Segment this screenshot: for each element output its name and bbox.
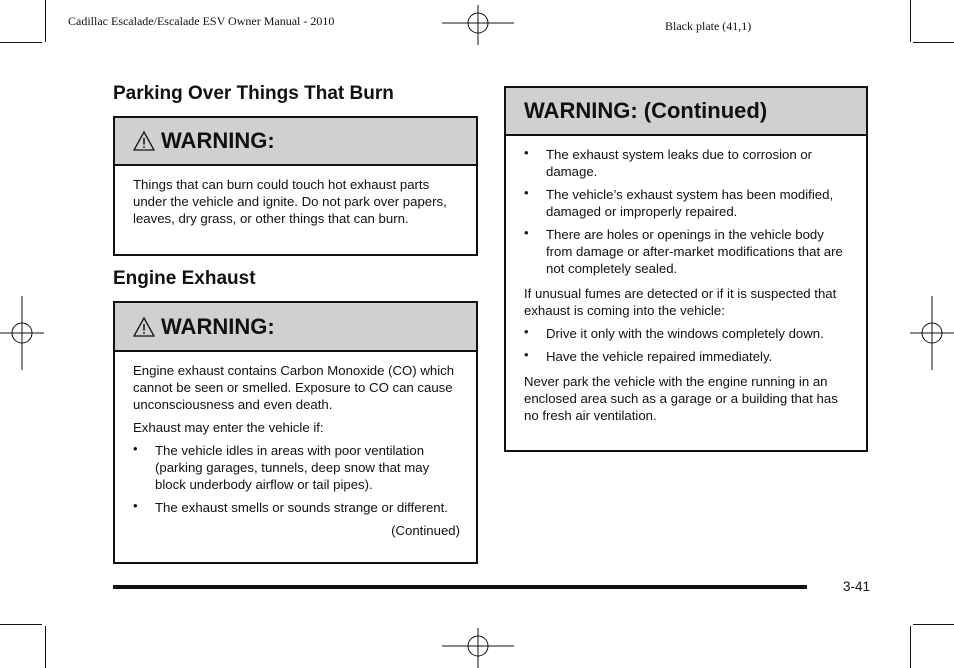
warning-box-exhaust <box>113 301 478 564</box>
list-item: • Have the vehicle repaired immediately. <box>524 347 773 364</box>
registration-mark-icon <box>442 5 514 45</box>
bullet-icon: • <box>524 324 529 339</box>
warning-body <box>506 136 866 436</box>
section-title-parking: Parking Over Things That Burn <box>113 83 394 104</box>
section-title-engine-exhaust: Engine Exhaust <box>113 268 256 289</box>
crop-mark <box>913 624 954 625</box>
warning-paragraph: Engine exhaust contains Carbon Monoxide (CO) which cannot be seen or smelled. Exposure to CO can cause unconsciousness and even death. <box>133 363 455 412</box>
registration-mark-icon <box>0 296 44 370</box>
crop-mark <box>45 626 46 668</box>
bullet-icon: • <box>133 498 138 513</box>
bullet-icon: • <box>524 347 529 362</box>
warning-box-continued <box>504 86 868 452</box>
continued-label: (Continued) <box>391 523 460 538</box>
warning-heading: WARNING: <box>161 313 275 339</box>
bullet-icon: • <box>524 225 529 240</box>
page-number: 3-41 <box>843 579 871 594</box>
list-item: • The exhaust smells or sounds strange or different. <box>133 498 448 515</box>
crop-mark <box>913 42 954 43</box>
registration-mark-icon <box>910 296 954 370</box>
warning-header <box>115 118 476 166</box>
warning-triangle-icon <box>133 316 155 338</box>
bullet-icon: • <box>524 145 529 160</box>
crop-mark <box>0 42 42 43</box>
warning-box-parking <box>113 116 478 256</box>
warning-header <box>506 88 866 136</box>
bullet-list <box>524 325 850 365</box>
crop-mark <box>0 624 42 625</box>
warning-heading: WARNING: <box>161 128 275 153</box>
bullet-icon: • <box>524 185 529 200</box>
crop-mark <box>45 0 46 42</box>
bullet-list <box>133 442 460 516</box>
warning-triangle-icon <box>133 130 155 152</box>
crop-mark <box>910 626 911 668</box>
plate-label: Black plate (41,1) <box>665 19 752 33</box>
list-item: • The vehicle’s exhaust system has been modified, damaged or improperly repaired. <box>524 185 834 219</box>
warning-text: Things that can burn could touch hot exhaust parts under the vehicle and ignite. Do not park over papers, leaves, dry grass, or other things that can burn. <box>133 177 447 226</box>
bullet-icon: • <box>133 441 138 456</box>
warning-header <box>115 303 476 352</box>
list-item: • The exhaust system leaks due to corrosion or damage. <box>524 145 813 179</box>
list-item: • There are holes or openings in the vehicle body from damage or after-market modifications that are not completely sealed. <box>524 225 843 276</box>
list-item: • Drive it only with the windows completely down. <box>524 324 824 341</box>
crop-mark <box>910 0 911 42</box>
bullet-list <box>524 146 850 277</box>
warning-body <box>115 166 476 239</box>
warning-heading: WARNING: (Continued) <box>524 98 768 123</box>
warning-paragraph: If unusual fumes are detected or if it is suspected that exhaust is coming into the vehicle: <box>524 286 837 318</box>
list-item: • The vehicle idles in areas with poor ventilation (parking garages, tunnels, deep snow that may block underbody airflow or tail pipes). <box>133 441 430 492</box>
warning-paragraph: Exhaust may enter the vehicle if: <box>133 420 324 435</box>
registration-mark-icon <box>442 628 514 668</box>
footer-rule <box>113 585 807 589</box>
warning-paragraph: Never park the vehicle with the engine running in an enclosed area such as a garage or a building that has no fresh air ventilation. <box>524 374 838 423</box>
warning-body <box>115 352 476 545</box>
manual-title: Cadillac Escalade/Escalade ESV Owner Manual - 2010 <box>68 14 335 28</box>
